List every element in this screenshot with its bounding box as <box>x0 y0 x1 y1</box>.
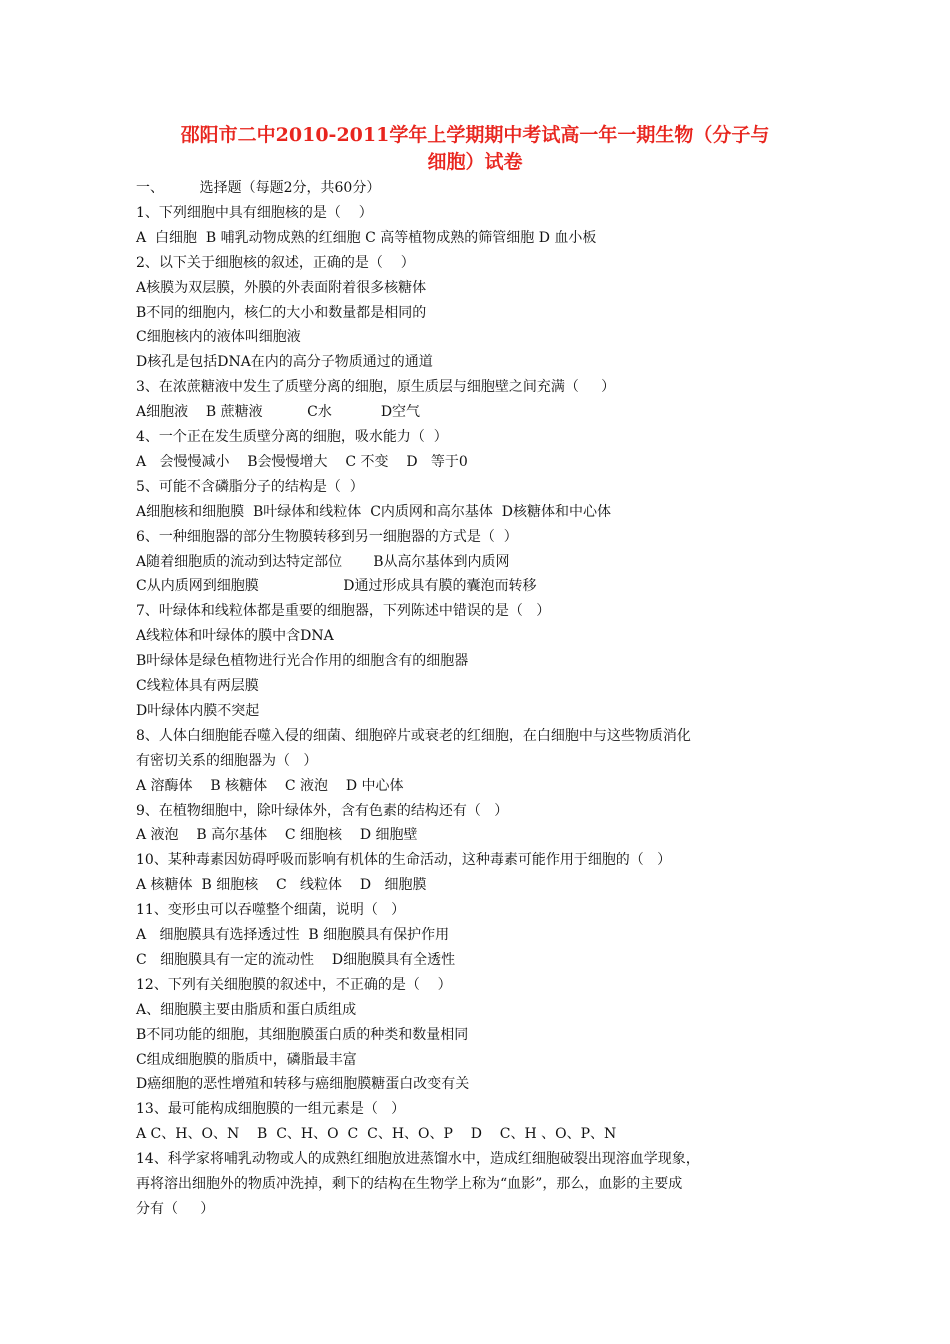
text-line: 1、下列细胞中具有细胞核的是（ ） <box>136 204 373 221</box>
text-line: A核膜为双层膜，外膜的外表面附着很多核糖体 <box>136 279 427 296</box>
text-line: A 细胞膜具有选择透过性 B 细胞膜具有保护作用 <box>136 927 450 943</box>
text-line: C从内质网到细胞膜 D通过形成具有膜的囊泡而转移 <box>136 578 537 595</box>
text-line: 2、以下关于细胞核的叙述，正确的是（ ） <box>136 254 415 271</box>
text-line: A 会慢慢减小 B会慢慢增大 C 不变 D 等于0 <box>136 453 468 470</box>
text-line: 分有（ ） <box>136 1200 215 1217</box>
text-line: C 细胞膜具有一定的流动性 D细胞膜具有全透性 <box>136 951 456 968</box>
text-line: A细胞液 B 蔗糖液 C水 D空气 <box>136 404 421 421</box>
text-line: C线粒体具有两层膜 <box>136 678 259 694</box>
text-line: D核孔是包括DNA在内的高分子物质通过的通道 <box>136 354 433 371</box>
text-line: A C、H、O、N B C、H、O C C、H、O、P D C、H 、O、P、N <box>136 1126 617 1143</box>
text-line: C组成细胞膜的脂质中，磷脂最丰富 <box>136 1051 357 1068</box>
text-line: 一、 选择题（每题2分，共60分） <box>136 180 381 196</box>
exam-title-line2: 细胞）试卷 <box>427 151 523 173</box>
text-line: 7、叶绿体和线粒体都是重要的细胞器，下列陈述中错误的是（ ） <box>136 603 551 620</box>
text-line: 9、在植物细胞中，除叶绿体外，含有色素的结构还有（ ） <box>136 802 509 819</box>
text-line: A、细胞膜主要由脂质和蛋白质组成 <box>136 1001 357 1018</box>
text-line: A 核糖体 B 细胞核 C 线粒体 D 细胞膜 <box>136 877 427 894</box>
text-line: A线粒体和叶绿体的膜中含DNA <box>136 628 334 645</box>
text-line: B叶绿体是绿色植物进行光合作用的细胞含有的细胞器 <box>136 653 469 670</box>
text-line: C细胞核内的液体叫细胞液 <box>136 329 301 346</box>
text-line: A 白细胞 B 哺乳动物成熟的红细胞 C 高等植物成熟的筛管细胞 D 血小板 <box>136 229 597 246</box>
text-line: 再将溶出细胞外的物质冲洗掉，剩下的结构在生物学上称为“血影”，那么，血影的主要成 <box>136 1176 683 1192</box>
text-line: A 溶酶体 B 核糖体 C 液泡 D 中心体 <box>136 777 404 794</box>
text-line: D癌细胞的恶性增殖和转移与癌细胞膜糖蛋白改变有关 <box>136 1076 470 1093</box>
text-line: 12、下列有关细胞膜的叙述中，不正确的是（ ） <box>136 976 452 993</box>
text-line: 14、科学家将哺乳动物或人的成熟红细胞放进蒸馏水中，造成红细胞破裂出现溶血学现象， <box>136 1151 700 1168</box>
text-line: 11、变形虫可以吞噬整个细菌，说明（ ） <box>136 902 406 919</box>
text-line: B不同的细胞内，核仁的大小和数量都是相同的 <box>136 304 427 321</box>
exam-title-line1: 邵阳市二中2010-2011学年上学期期中考试高一年一期生物（分子与 <box>180 124 770 146</box>
text-line: 8、人体白细胞能吞噬入侵的细菌、细胞碎片或衰老的红细胞，在白细胞中与这些物质消化 <box>136 727 691 744</box>
text-line: A细胞核和细胞膜 B叶绿体和线粒体 C内质网和高尔基体 D核糖体和中心体 <box>136 503 612 520</box>
text-line: A 液泡 B 高尔基体 C 细胞核 D 细胞壁 <box>136 827 418 844</box>
text-line: 有密切关系的细胞器为（ ） <box>136 752 318 769</box>
text-line: 6、一种细胞器的部分生物膜转移到另一细胞器的方式是（ ） <box>136 528 518 545</box>
text-line: 3、在浓蔗糖液中发生了质壁分离的细胞，原生质层与细胞壁之间充满（ ） <box>136 379 616 396</box>
text-line: A随着细胞质的流动到达特定部位 B从高尔基体到内质网 <box>136 553 510 570</box>
text-line: D叶绿体内膜不突起 <box>136 702 260 719</box>
text-line: 13、最可能构成细胞膜的一组元素是（ ） <box>136 1101 406 1118</box>
text-line: B不同功能的细胞，其细胞膜蛋白质的种类和数量相同 <box>136 1026 469 1043</box>
text-line: 5、可能不含磷脂分子的结构是（ ） <box>136 478 364 495</box>
text-line: 10、某种毒素因妨碍呼吸而影响有机体的生命活动，这种毒素可能作用于细胞的（ ） <box>136 852 672 869</box>
text-line: 4、一个正在发生质壁分离的细胞，吸水能力（ ） <box>136 429 448 445</box>
